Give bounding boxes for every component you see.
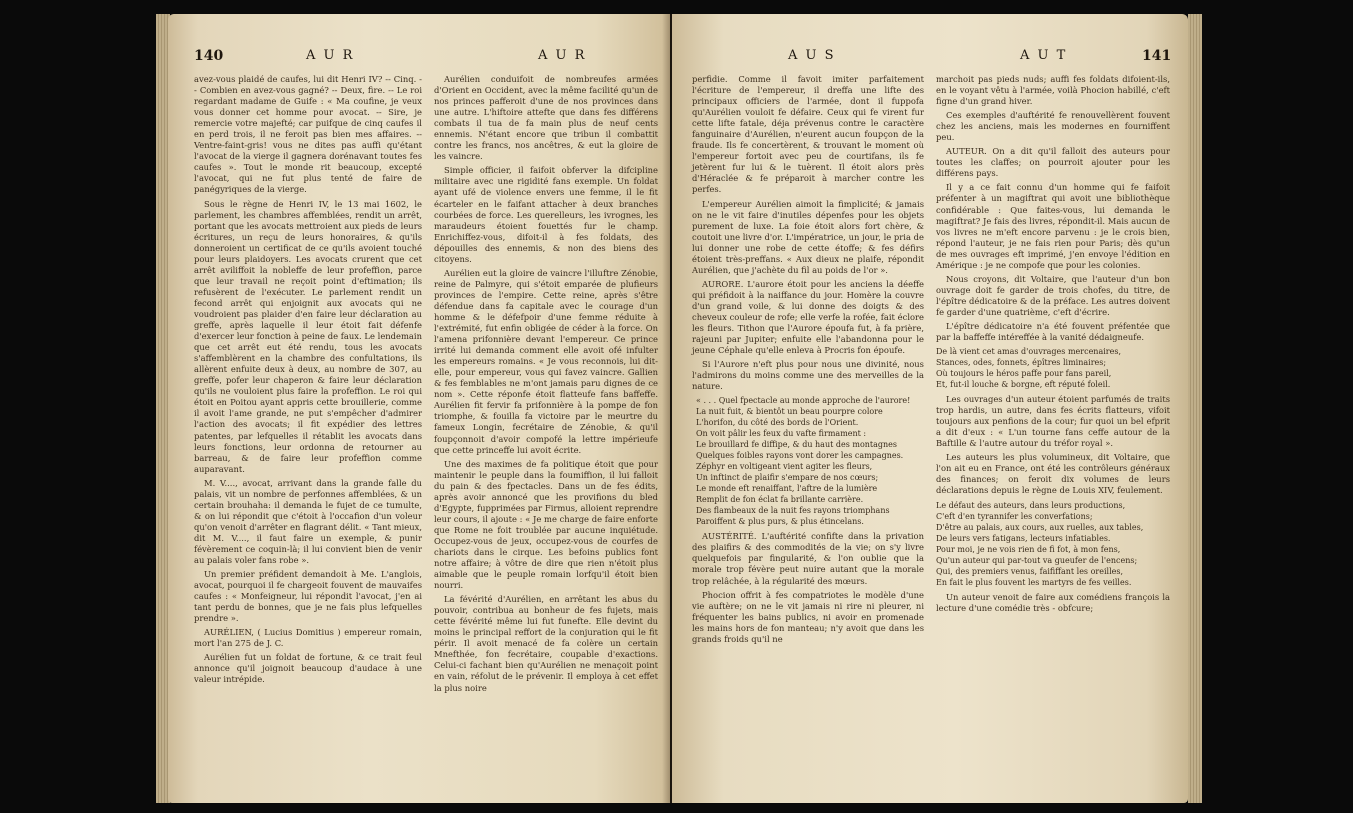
paragraph: Sous le règne de Henri IV, le 13 mai 1602, le parlement, les chambres affemblées, rendit un arrêt, portant que les avocats mettroient aux pieds de leurs écritures, un reçu de leurs honoraires, & qu'ils donneroient un certificat de ce qu'ils avoient touché pour leurs plaidoyers. Les avocats crurent que cet arrêt aviliffoit la nobleffe de leur profeffion, parce que leur travail ne reçoit point d'eftimation; ils refusèrent de l'exécuter. Le parlement rendit un fecond arrêt qui enjoignit aux avocats qui ne voudroient pas plaider d'en faire leur déclaration au greffe, après laquelle il leur étoit fait défenfe d'exercer leur fonction à peine de faux. Le lendemain que cet arrêt eut été rendu, tous les avocats s'affemblèrent en la chambre des confultations, ils allèrent enfuite deux à deux, au nombre de 307, au greffe, pofer leur chaperon & faire leur déclaration qu'ils ne vouloient plus faire la profeffion. Le roi qui étoit en Poitou ayant appris cette brouillerie, comme il avoit l'ame grande, ne put s'empêcher d'admirer l'action des avocats; il fit expédier des lettres patentes, par lefquelles il rétablit les avocats dans leurs fonctions, leur ordonna de retourner au barreau, & de faire leur profeffion comme auparavant. — [194, 198, 422, 474]
verse-line: On voit pâlir les feux du vafte firmament : — [696, 429, 867, 439]
verse-auteurs — [936, 500, 1170, 588]
paragraph: Phocion offrit à fes compatriotes le modèle d'une vie auftère; on ne le vit jamais ni rire ni pleurer, ni fréquenter les bains publics, ni avoir en promenade les mains hors de fon manteau; n'y avoit que dans les grands froids qu'il ne — [692, 589, 924, 644]
verse-line: Le brouillard fe diffipe, & du haut des montagnes — [696, 440, 898, 450]
verse-line: L'horifon, du côté des bords de l'Orient. — [696, 418, 859, 428]
verse-line: « . . . Quel fpectacle au monde approche de l'aurore! — [696, 396, 911, 406]
paragraph: Les auteurs les plus volumineux, dit Voltaire, que l'on ait eu en France, ont été les contrôleurs généraux des finances; on feroit dix volumes de leurs déclarations depuis le règne de Louis XIV, feulement. — [936, 452, 1170, 496]
left-page-column-1 — [194, 74, 422, 689]
page-number-right: 141 — [1142, 48, 1172, 64]
paragraph: Aurélien conduifoit de nombreufes armées d'Orient en Occident, avec la même facilité qu'un de nos princes pafferoit d'une de nos provinces dans une autre. L'hiftoire attefte que dans fes différens combats il tua de fa main plus de neuf cents ennemis. N'étant encore que tribun il combattit contre les francs, nos ancêtres, & eut la gloire de les vaincre. — [434, 74, 658, 162]
right-page — [672, 14, 1188, 803]
paragraph: Nous croyons, dit Voltaire, que l'auteur d'un bon ouvrage doit fe garder de trois chofes, du titre, de l'épître dédicatoire & de la préface. Les autres doivent fe garder d'une quatrième, c'eft d'écrire. — [936, 273, 1170, 317]
page-number-left: 140 — [194, 48, 224, 64]
verse-line: La nuit fuit, & bientôt un beau pourpre colore — [696, 407, 883, 417]
verse-line: Et, fut-il louche & borgne, eft réputé foleil. — [936, 380, 1111, 390]
entry-heading-aurore: AURORE. L'aurore étoit pour les anciens la déeffe qui préfidoit à la naiffance du jour. Homère la couvre d'un grand voile, & lui donne des doigts & des cheveux couleur de rofe; elle verfe la rofée, fait éclore les fleurs. Tithon que l'Aurore époufa fut, à fa prière, rajeuni par Jupiter; enfuite elle l'abandonna pour le jeune Céphale qu'elle enleva à Procris fon époufe. — [692, 278, 924, 356]
paragraph: Si l'Aurore n'eft plus pour nous une divinité, nous l'admirons du moins comme une des merveilles de la nature. — [692, 359, 924, 392]
verse-line: D'être au palais, aux cours, aux ruelles, aux tables, — [936, 522, 1144, 532]
paragraph: Ces exemples d'auftérité fe renouvellèrent fouvent chez les anciens, mais les modernes en fourniffent peu. — [936, 110, 1170, 143]
verse-aurore — [696, 395, 924, 527]
paragraph: Simple officier, il faifoit obferver la difcipline militaire avec une rigidité fans exemple. Un foldat ayant ufé de violence envers une femme, il le fit écarteler en le faifant attacher à deux branches courbées de force. Les querelleurs, les ivrognes, les maraudeurs étoient fouettés fur le champ. Enrichiffez-vous, difoit-il à fes foldats, des dépouilles des ennemis, & non des biens des citoyens. — [434, 165, 658, 264]
paragraph: Aurélien eut la gloire de vaincre l'illuftre Zénobie, reine de Palmyre, qui s'étoit emparée de plufieurs provinces de l'empire. Cette reine, après s'être défendue dans fa capitale avec le courage d'un homme & le défefpoir d'une femme réduite à l'extrémité, fut enfin obligée de céder à la force. On l'amena prifonnière devant l'empereur. Ce prince irrité lui demanda comment elle avoit ofé infulter les empereurs romains. « Je vous reconnois, lui dit-elle, pour empereur, vous qui favez vaincre. Gallien & fes femblables ne m'ont jamais paru dignes de ce nom ». Cette réponfe étoit flatteufe fans baffeffe. Aurélien fit fervir fa prifonnière à la pompe de fon triomphe, & fouilla fa victoire par le meurtre du fameux Longin, fecrétaire de Zénobie, & qu'il foupçonnoit d'avoir compofé la lettre impérieufe que cette princeffe lui avoit écrite. — [434, 267, 658, 455]
verse-line: Un inftinct de plaifir s'empare de nos cœurs; — [696, 473, 879, 483]
verse-line: De leurs vers fatigans, lecteurs infatiables. — [936, 533, 1111, 543]
paragraph: Un auteur venoit de faire aux comédiens françois la lecture d'une comédie très - obfcure; — [936, 591, 1170, 613]
verse-line: Où toujours le héros paffe pour fans pareil, — [936, 369, 1112, 379]
paragraph: Un premier préfident demandoit à Me. L'anglois, avocat, pourquoi il fe chargeoit fouvent de mauvaifes caufes : « Monfeigneur, lui répondit l'avocat, j'en ai tant perdu de bonnes, que je ne fais plus lefquelles prendre ». — [194, 569, 422, 624]
left-page — [168, 14, 670, 803]
paragraph: avez-vous plaidé de caufes, lui dit Henri IV? -- Cinq. -- Combien en avez-vous gagné? -- Deux, fire. -- Le roi regardant madame de Guife : « Ma coufine, je veux vous donner cet homme pour avocat. -- Sire, je remercie votre majefté; car puifque de cinq caufes il en perd trois, il ne feroit pas bien mes affaires. -- Ventre-faint-gris! vous ne dites pas auffi qu'étant l'avocat de la vierge il gagnera dorénavant toutes fes caufes ». Tout le monde rit beaucoup, excepté l'avocat, qui ne fut plus tenté de faire de panégyriques de la vierge. — [194, 74, 422, 195]
entry-heading: AURÉLIEN, ( Lucius Domitius ) empereur romain, mort l'an 275 de J. C. — [194, 627, 422, 649]
verse-line: Stances, odes, fonnets, épîtres liminaires; — [936, 358, 1107, 368]
verse-dedication — [936, 346, 1170, 390]
paragraph: L'empereur Aurélien aimoit la fimplicité; & jamais on ne le vit faire d'inutiles dépenfes pour les objets purement de luxe. La foie étoit alors fort chère, & coutoit une livre d'or. L'impératrice, un jour, le pria de lui donner une robe de cette étoffe; & fes défirs étoient très-preffans. « Aux dieux ne plaife, répondit Aurélien, que j'achète du fil au poids de l'or ». — [692, 198, 924, 275]
paragraph: M. V...., avocat, arrivant dans la grande falle du palais, vit un nombre de perfonnes affemblées, & un certain brouhaha: il demanda le fujet de ce tumulte, & on lui répondit que c'étoit à l'occafion d'un voleur qu'on venoit d'arrêter en flagrant délit. « Tant mieux, dit M. V...., il faut faire un exemple, & punir févèrement ce coquin-là; il lui convient bien de venir au palais voler fans robe ». — [194, 477, 422, 566]
running-header-left-col2: A U R — [538, 48, 587, 63]
verse-line: Des flambeaux de la nuit fes rayons triomphans — [696, 506, 890, 516]
paragraph: La févérité d'Aurélien, en arrêtant les abus du pouvoir, contribua au bonheur de fes fujets, mais cette févérité même lui fut funefte. Elle devint du moins le principal reffort de la conjuration qui le fit périr. Il avoit menacé de fa colère un certain Mnefthée, fon fecrétaire, coupable d'exactions. Celui-ci fachant bien qu'Aurélien ne menaçoit point en vain, réfolut de le prévenir. Il employa à cet effet la plus noire — [434, 594, 658, 693]
verse-line: Le monde eft renaiffant, l'aftre de la lumière — [696, 484, 878, 494]
verse-line: Pour moi, je ne vois rien de fi fot, à mon fens, — [936, 544, 1121, 554]
verse-line: En fait le plus fouvent les martyrs de fes veilles. — [936, 577, 1132, 587]
left-page-column-2 — [434, 74, 658, 697]
verse-line: Remplit de fon éclat fa brillante carrière. — [696, 495, 864, 505]
verse-line: Le défaut des auteurs, dans leurs productions, — [936, 500, 1126, 510]
verse-line: Qu'un auteur qui par-tout va gueufer de l'encens; — [936, 555, 1138, 565]
verse-line: Zéphyr en voltigeant vient agiter les fleurs, — [696, 462, 873, 472]
paragraph: Il y a ce fait connu d'un homme qui fe faifoit préfenter à un magiftrat qui avoit une bibliothèque confidérable : Que faites-vous, lui demanda le magiftrat? Je fais des livres, répondit-il. Mais aucun de vos livres ne m'eft encore parvenu : je le crois bien, répond l'auteur, je ne fais rien pour Paris; dès qu'un de mes ouvrages eft imprimé, j'en envoye l'édition en Amérique : je ne compofe que pour les colonies. — [936, 182, 1170, 270]
entry-heading-austerite: AUSTÉRITÉ. L'auftérité confifte dans la privation des plaifirs & des commodités de la vie; on s'y livre quelquefois par fingularité, & l'on oublie que la morale trop févère peut nuire autant que la morale trop relâchée, à la régularité des mœurs. — [692, 531, 924, 586]
running-header-right-col1: A U S — [788, 48, 836, 63]
verse-line: Paroiffent & plus purs, & plus étincelans. — [696, 517, 864, 527]
right-page-column-2 — [936, 74, 1170, 617]
paragraph: Une des maximes de fa politique étoit que pour maintenir le peuple dans la foumiffion, il lui falloit du pain & des fpectacles. Dans un de fes édits, après avoir annoncé que les provifions du bled d'Egypte, fupprimées par Firmus, alloient reprendre leur cours, il ajoute : « Je me charge de faire enforte que Rome ne foit troublée par aucune inquiétude. Occupez-vous de jeux, occupez-vous de courfes de chariots dans le cirque. Les befoins publics font notre affaire; à vôtre de dire que rien n'étoit plus aimable que le peuple romain lorfqu'il étoit bien nourri. — [434, 458, 658, 591]
paragraph: Aurélien fut un foldat de fortune, & ce trait feul annonce qu'il joignoit beaucoup d'audace à une valeur intrépide. — [194, 652, 422, 685]
running-header-right-col2: A U T — [1020, 48, 1068, 63]
paragraph: Les ouvrages d'un auteur étoient parfumés de traits trop hardis, un autre, dans fes écrits flatteurs, vifoit toujours aux penfions de la cour; fur quoi un bel efprit a dit d'eux : « L'un tourne fans ceffe autour de la Baftille & l'autre autour du tréfor royal ». — [936, 394, 1170, 449]
verse-line: C'eft d'en tyrannifer les converfations; — [936, 511, 1093, 521]
paragraph: perfidie. Comme il favoit imiter parfaitement l'écriture de l'empereur, il dreffa une lifte des principaux officiers de l'armée, dont il fuppofa qu'Aurélien vouloit fe défaire. Ceux qui fe virent fur cette lifte fatale, déja prévenus contre le caractère fanguinaire d'Aurélien, n'eurent aucun foupçon de la fraude. Ils fe concertèrent, & trouvant le moment où l'empereur fortoit avec peu de courtifans, ils fe jetèrent fur lui & le tuèrent. Il étoit alors près d'Héraclée & fe préparoit à marcher contre les perfes. — [692, 74, 924, 195]
entry-heading-auteur: AUTEUR. On a dit qu'il falloit des auteurs pour toutes les claffes; on pourroit ajouter pour les différens pays. — [936, 146, 1170, 179]
verse-line: De là vient cet amas d'ouvrages mercenaires, — [936, 347, 1121, 357]
paragraph: L'épître dédicatoire n'a été fouvent préfentée que par la baffeffe intéreffée à la vanité dédaigneufe. — [936, 320, 1170, 343]
running-header-left-col1: A U R — [306, 48, 355, 63]
verse-line: Quelques foibles rayons vont dorer les campagnes. — [696, 451, 904, 461]
right-page-column-1 — [692, 74, 924, 648]
paragraph: marchoit pas pieds nuds; auffi fes foldats difoient-ils, en le voyant vêtu à l'armée, voilà Phocion habillé, c'eft figne d'un grand hiver. — [936, 74, 1170, 107]
verse-line: Qui, des premiers venus, faififfant les oreilles, — [936, 566, 1124, 576]
right-page-edge — [1188, 14, 1202, 803]
